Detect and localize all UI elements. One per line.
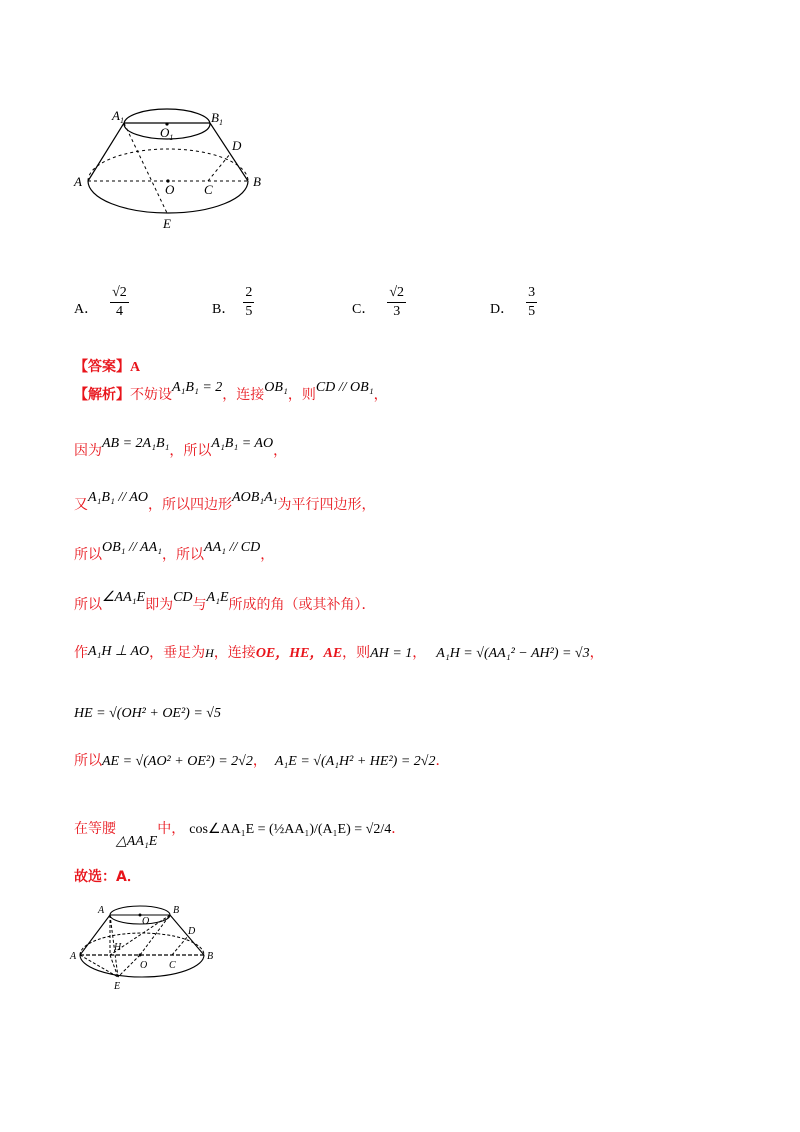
math-a1e-value: A₁E = √(A₁H² + HE²) = 2√2 bbox=[274, 754, 436, 769]
fig2-bottom-ellipse-back bbox=[80, 933, 204, 955]
fig2-label-c: C bbox=[169, 960, 176, 971]
analysis-line-7 bbox=[74, 706, 221, 722]
math-h: H bbox=[205, 646, 214, 660]
option-d-label: D． bbox=[490, 301, 515, 317]
label-e: E bbox=[163, 216, 171, 231]
math-ae-value: AE = √(AO² + OE²) = 2√2 bbox=[102, 754, 253, 769]
analysis-line-8: 所以AE = √(AO² + OE²) = 2√2， A₁E = √(A₁H² + HE²) = 2√2． bbox=[74, 753, 450, 769]
generatrix-right bbox=[210, 123, 248, 181]
math-cd: CD bbox=[173, 590, 193, 605]
answer-tag: 【答案】 bbox=[74, 359, 130, 375]
final-choice: 故选：A． bbox=[74, 869, 141, 885]
bottom-ellipse-back bbox=[88, 149, 248, 181]
generatrix-left bbox=[88, 123, 124, 181]
fig2-label-o: O bbox=[140, 960, 148, 971]
option-a-numerator: √2 bbox=[110, 284, 129, 303]
math-ah-eq-1: AH = 1 bbox=[370, 646, 413, 661]
answer-value: A bbox=[130, 360, 141, 375]
math-cd-parallel-ob1: CD // OB₁ bbox=[315, 380, 374, 395]
option-a-denominator: 4 bbox=[115, 304, 123, 319]
fig2-label-b: B bbox=[207, 951, 214, 962]
frustum-figure-1 bbox=[70, 100, 280, 240]
label-d: D bbox=[232, 138, 242, 153]
option-c-fraction bbox=[387, 284, 406, 321]
fig2-label-h: H bbox=[114, 942, 122, 953]
fig2-label-e: E bbox=[114, 981, 121, 992]
math-a1b1-eq-2: A₁B₁ = 2 bbox=[172, 380, 223, 395]
analysis-line-4: 所以OB₁ // AA₁，所以AA₁ // CD， bbox=[74, 540, 275, 563]
option-d[interactable] bbox=[490, 284, 537, 321]
option-b-numerator: 2 bbox=[243, 284, 254, 303]
analysis-tag: 【解析】 bbox=[74, 387, 130, 403]
math-ab-eq-2a1b1: AB = 2A₁B₁ bbox=[102, 436, 170, 451]
label-o: O bbox=[165, 182, 175, 197]
label-a1: $A_1$ bbox=[112, 108, 124, 125]
answer-line bbox=[74, 356, 140, 376]
math-a1h-value: A₁H = √(AA₁² − AH²) = √3 bbox=[436, 646, 590, 661]
math-he-value: HE = √(OH² + OE²) = √5 bbox=[74, 706, 221, 721]
frustum-figure-2 bbox=[68, 900, 228, 995]
fig2-label-o1: O bbox=[142, 916, 150, 927]
option-c-label: C． bbox=[352, 301, 376, 317]
option-a[interactable] bbox=[74, 284, 129, 321]
math-triangle-aa1e: △AA₁E bbox=[116, 834, 158, 849]
math-a1h-perp-ao: A₁H ⊥ AO bbox=[88, 644, 150, 659]
math-aa1-parallel-cd: AA₁ // CD bbox=[204, 540, 261, 555]
math-ob1: OB₁ bbox=[264, 380, 288, 395]
math-a1b1-eq-ao: A₁B₁ = AO bbox=[211, 436, 274, 451]
option-b-fraction bbox=[243, 284, 254, 321]
math-ob1-parallel-aa1: OB₁ // AA₁ bbox=[102, 540, 163, 555]
label-c: C bbox=[204, 182, 213, 197]
analysis-line-5: 所以∠AA₁E即为CD与A₁E所成的角（或其补角）． bbox=[74, 590, 376, 613]
fig2-label-a: A bbox=[70, 951, 77, 962]
analysis-line-10 bbox=[74, 866, 141, 886]
option-d-fraction bbox=[526, 284, 537, 321]
segment-cd bbox=[208, 154, 230, 181]
analysis-line-6: 作A₁H ⊥ AO，垂足为H，连接OE，HE，AE，则AH = 1， A₁H = √(AA₁² − AH²) = √3， bbox=[74, 644, 604, 661]
option-b-label: B． bbox=[212, 301, 236, 317]
analysis-line-9: 在等腰△AA₁E中， cos∠AA₁E = (½AA₁)/(A₁E) = √2/4． bbox=[74, 821, 406, 849]
fig2-label-b1: B bbox=[173, 905, 180, 916]
label-o1: $O_1$ bbox=[160, 125, 174, 142]
analysis-line-3: 又A₁B₁ // AO，所以四边形AOB₁A₁为平行四边形， bbox=[74, 490, 376, 513]
option-d-denominator: 5 bbox=[528, 304, 536, 319]
fig2-label-a1: A bbox=[98, 905, 105, 916]
analysis-line-2: 因为AB = 2A₁B₁，所以A₁B₁ = AO， bbox=[74, 436, 288, 459]
option-a-fraction bbox=[110, 284, 129, 321]
math-cos-value: cos∠AA₁E = (½AA₁)/(A₁E) = √2/4 bbox=[189, 822, 392, 837]
label-a: A bbox=[74, 174, 82, 189]
option-b-denominator: 5 bbox=[245, 304, 253, 319]
analysis-line-1: 【解析】不妨设A₁B₁ = 2，连接OB₁，则CD // OB₁， bbox=[74, 380, 388, 403]
label-b: B bbox=[253, 174, 261, 189]
math-a1e: A₁E bbox=[206, 590, 229, 605]
option-c-denominator: 3 bbox=[393, 304, 401, 319]
option-b[interactable] bbox=[212, 284, 254, 321]
option-a-label: A． bbox=[74, 301, 99, 317]
fig2-label-d: D bbox=[188, 926, 196, 937]
option-c[interactable] bbox=[352, 284, 406, 321]
option-c-numerator: √2 bbox=[387, 284, 406, 303]
math-a1b1-parallel-ao: A₁B₁ // AO bbox=[88, 490, 149, 505]
math-aob1a1: AOB₁A₁ bbox=[232, 490, 278, 505]
math-angle-aa1e: ∠AA₁E bbox=[102, 590, 146, 605]
label-b1: $B_1$ bbox=[211, 110, 223, 127]
option-d-numerator: 3 bbox=[526, 284, 537, 303]
